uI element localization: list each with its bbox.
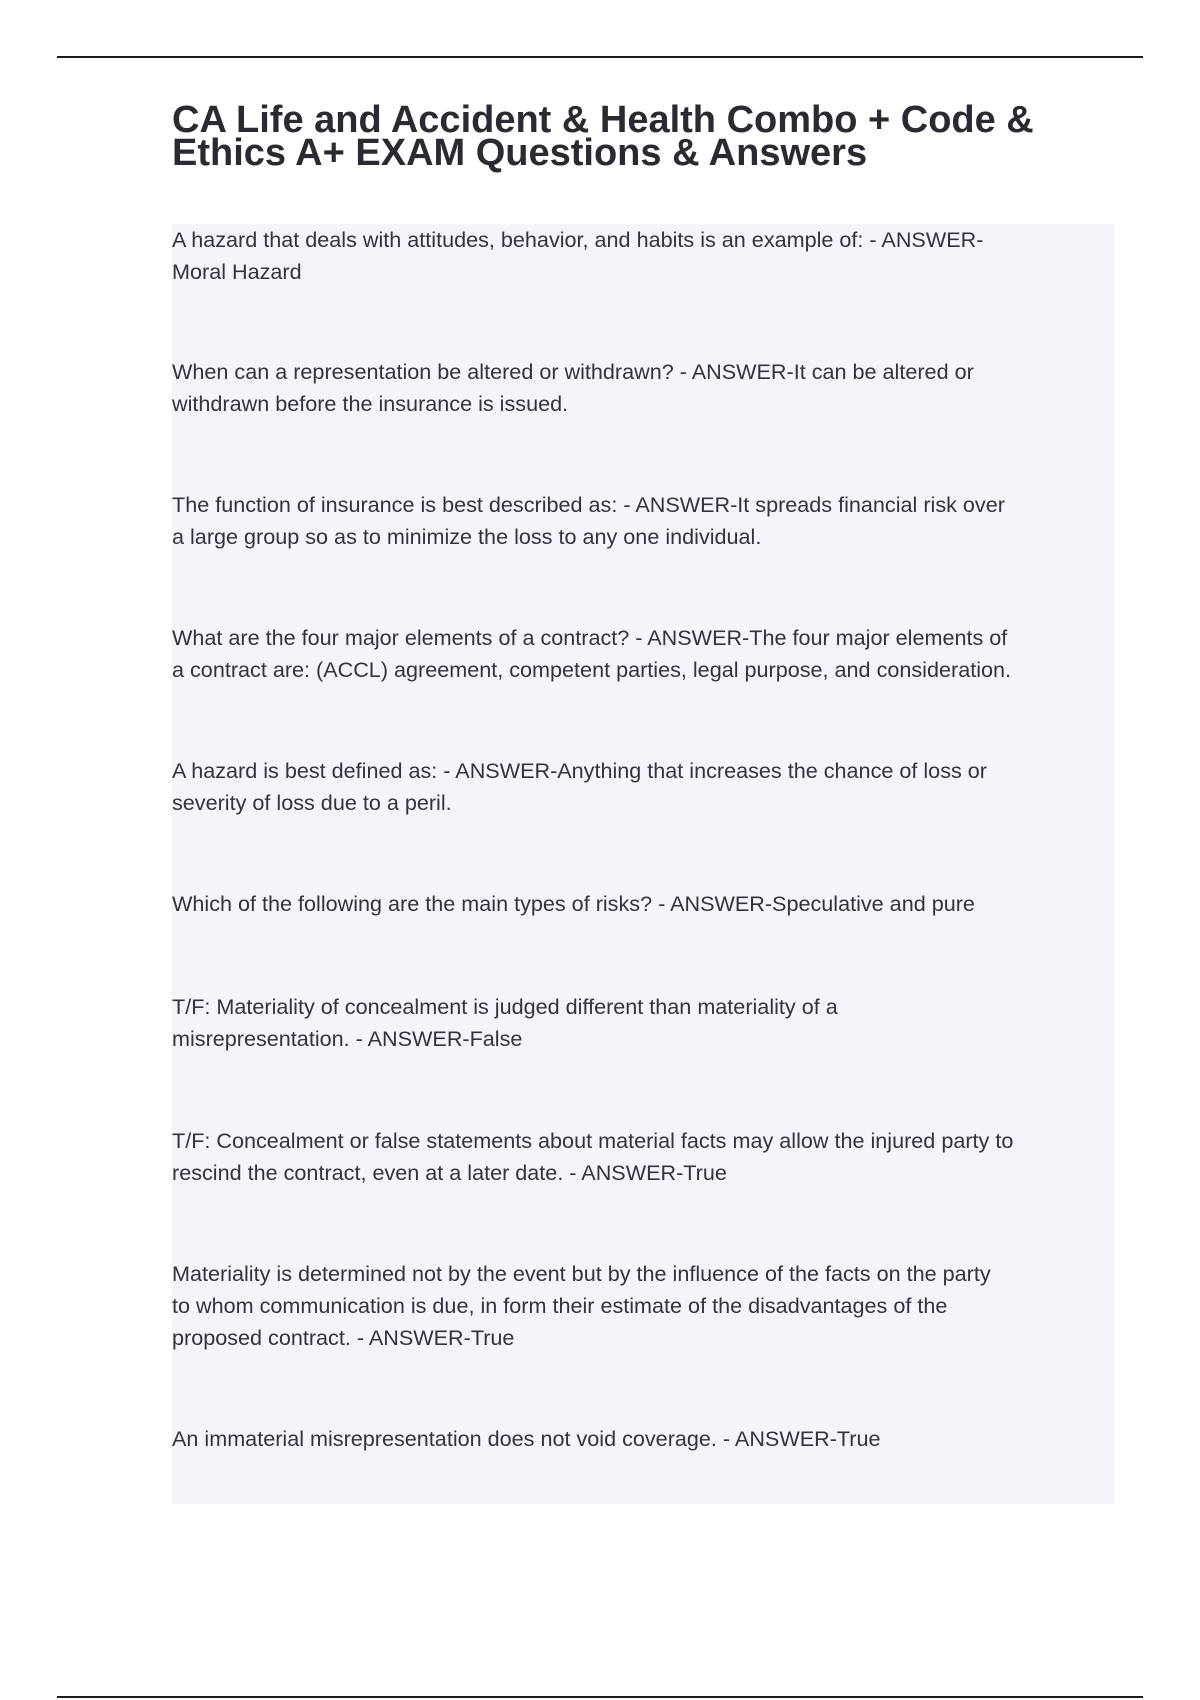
qa-line: Moral Hazard: [172, 259, 302, 284]
top-divider: [57, 56, 1143, 58]
qa-line: What are the four major elements of a contract? - ANSWER-The four major elements of: [172, 625, 1008, 650]
qa-line: Which of the following are the main types of risks? - ANSWER-Speculative and pure: [172, 891, 975, 916]
qa-line: a contract are: (ACCL) agreement, competent parties, legal purpose, and consideration.: [172, 657, 1012, 682]
bottom-divider: [57, 1696, 1143, 1698]
qa-item: [172, 755, 1117, 819]
qa-line: proposed contract. - ANSWER-True: [172, 1325, 515, 1350]
page-title: [172, 99, 1132, 174]
qa-item: [172, 1258, 1117, 1354]
qa-line: When can a representation be altered or withdrawn? - ANSWER-It can be altered or: [172, 359, 974, 384]
qa-line: An immaterial misrepresentation does not void coverage. - ANSWER-True: [172, 1426, 881, 1451]
qa-line: a large group so as to minimize the loss to any one individual.: [172, 524, 762, 549]
qa-line: rescind the contract, even at a later date. - ANSWER-True: [172, 1160, 727, 1185]
qa-item: [172, 888, 1117, 920]
qa-item: [172, 991, 1117, 1055]
qa-line: A hazard that deals with attitudes, behavior, and habits is an example of: - ANSWER-: [172, 227, 984, 252]
qa-line: Materiality is determined not by the event but by the influence of the facts on the party: [172, 1261, 991, 1286]
qa-line: withdrawn before the insurance is issued.: [172, 391, 569, 416]
page-title-line: Ethics A+ EXAM Questions & Answers: [172, 132, 868, 174]
qa-line: The function of insurance is best described as: - ANSWER-It spreads financial risk over: [172, 492, 1005, 517]
qa-item: [172, 356, 1117, 420]
qa-line: misrepresentation. - ANSWER-False: [172, 1026, 523, 1051]
qa-item: [172, 1423, 1117, 1455]
qa-line: T/F: Materiality of concealment is judged different than materiality of a: [172, 994, 838, 1019]
qa-item: [172, 489, 1117, 553]
qa-line: T/F: Concealment or false statements about material facts may allow the injured party to: [172, 1128, 1014, 1153]
qa-item: [172, 622, 1117, 686]
qa-line: severity of loss due to a peril.: [172, 790, 452, 815]
qa-line: A hazard is best defined as: - ANSWER-Anything that increases the chance of loss or: [172, 758, 987, 783]
qa-content-area: [172, 224, 1114, 1504]
qa-item: [172, 1125, 1117, 1189]
qa-line: to whom communication is due, in form their estimate of the disadvantages of the: [172, 1293, 948, 1318]
page-title-line: CA Life and Accident & Health Combo + Code &: [172, 99, 1034, 141]
qa-item: [172, 224, 1117, 288]
